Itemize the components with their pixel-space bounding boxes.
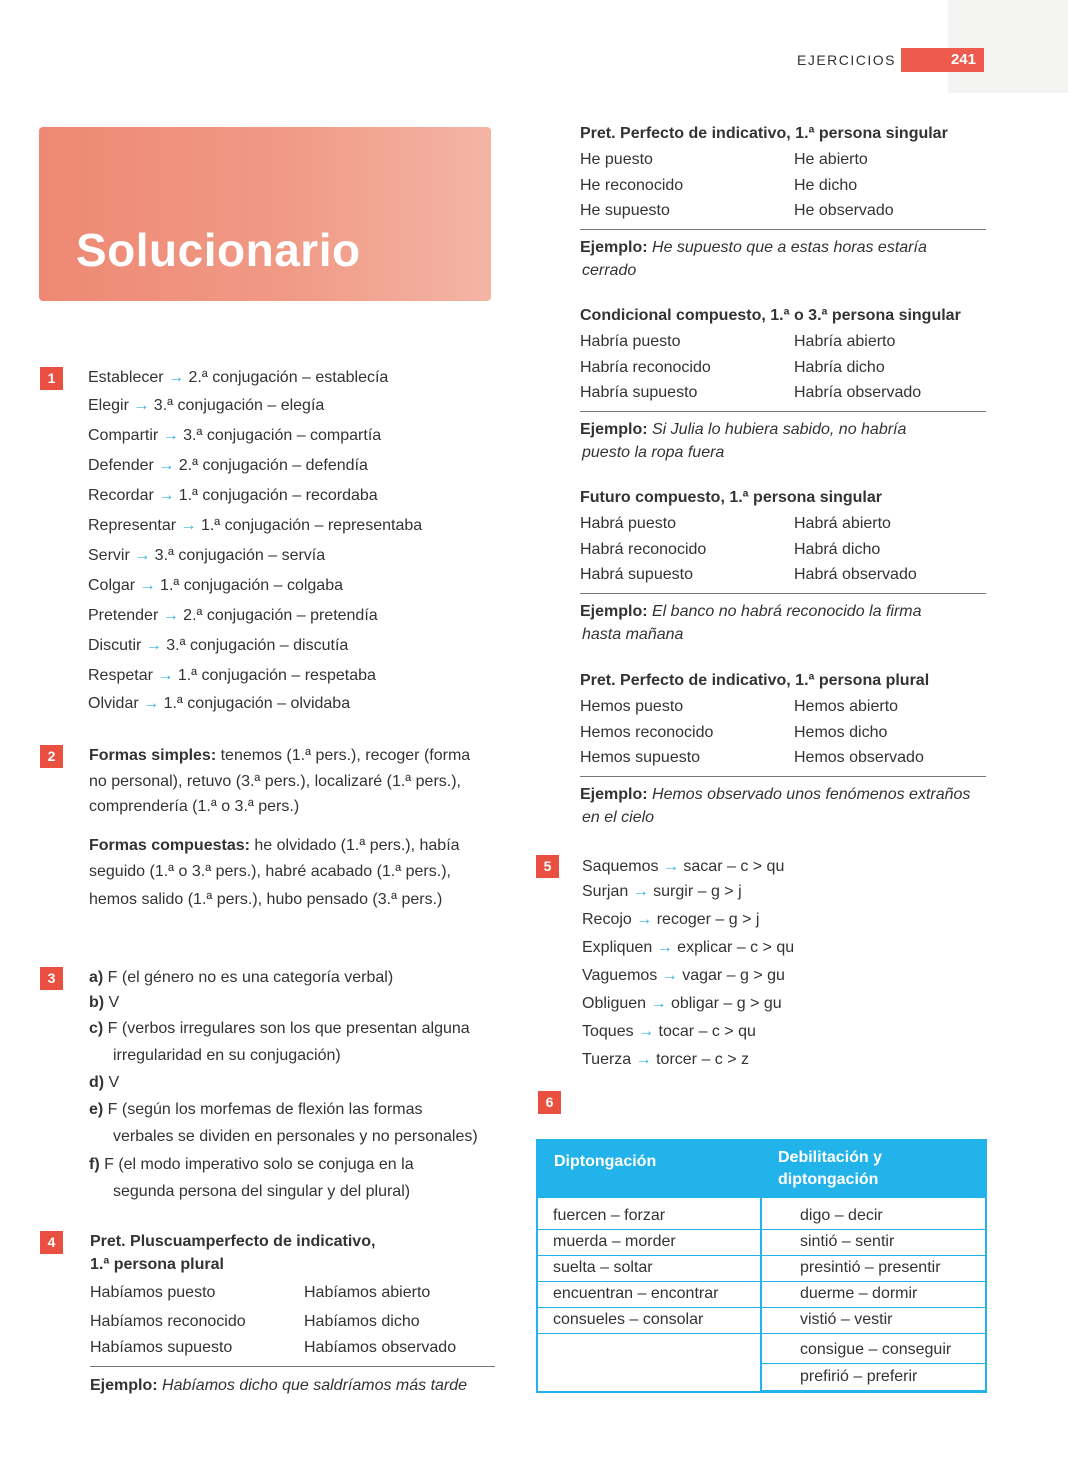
example-label: Ejemplo:	[580, 786, 648, 803]
ex1-row	[88, 426, 381, 446]
ex5-row	[582, 1050, 749, 1070]
arrow-right-icon: →	[631, 911, 653, 928]
ex3-line	[89, 1155, 414, 1175]
ex6-debilitacion-cell: prefirió – preferir	[800, 1368, 918, 1385]
ex5-text: obligar – g > gu	[666, 995, 782, 1012]
arrow-right-icon: →	[658, 858, 679, 875]
arrow-right-icon: →	[138, 695, 160, 712]
ex1-row	[88, 576, 343, 596]
ex3-text: irregularidad en su conjugación)	[113, 1047, 341, 1064]
ex1-verb: Representar	[88, 517, 177, 534]
block-left-item: He supuesto	[580, 202, 670, 219]
block-divider	[580, 411, 986, 412]
block-left-item: Habría reconocido	[580, 358, 711, 376]
ex3-letter: f)	[89, 1156, 100, 1173]
block-left-item: Hemos reconocido	[580, 723, 714, 741]
block-divider	[580, 593, 986, 594]
example-label: Ejemplo:	[580, 603, 648, 620]
ex5-row	[582, 857, 784, 877]
example-label: Ejemplo:	[580, 239, 648, 256]
ex4-heading-1: Pret. Pluscuamperfecto de indicativo,	[90, 1233, 376, 1250]
ex1-verb: Respetar	[88, 667, 153, 684]
ex6-diptongacion-cell: fuercen – forzar	[553, 1207, 666, 1224]
exercise-5-badge: 5	[536, 855, 559, 878]
exercise-4-badge: 4	[40, 1231, 63, 1254]
example-text: He supuesto que a estas horas estaría	[647, 239, 927, 256]
arrow-right-icon: →	[158, 607, 179, 624]
ex1-verb: Discutir	[88, 637, 142, 654]
arrow-right-icon: →	[176, 517, 197, 534]
page-number: 241	[901, 48, 984, 72]
ex1-verb: Pretender	[88, 607, 159, 624]
ex6-debilitacion-cell: vistió – vestir	[800, 1311, 893, 1328]
ex2-simple-line-2: no personal), retuvo (3.ª pers.), localizaré (1.ª pers.),	[89, 773, 461, 790]
ex1-verb: Recordar	[88, 487, 154, 504]
arrow-right-icon: →	[633, 1023, 655, 1040]
ex5-verb: Saquemos	[582, 858, 659, 875]
arrow-right-icon: →	[153, 457, 175, 474]
example-label: Ejemplo:	[580, 421, 648, 438]
ex3-text: F (según los morfemas de flexión las formas	[103, 1101, 423, 1118]
ex4-right-3: Habíamos observado	[304, 1339, 457, 1356]
ex2-compound-line-2: seguido (1.ª o 3.ª pers.), habré acabado (1.ª pers.),	[89, 863, 451, 880]
ex5-text: surgir – g > j	[648, 883, 742, 900]
ex3-line	[113, 1127, 478, 1147]
ex1-text: 1.ª conjugación – olvidaba	[159, 695, 351, 712]
ex1-verb: Compartir	[88, 427, 159, 444]
ex5-verb: Toques	[582, 1023, 634, 1040]
block-left-item: Hemos supuesto	[580, 749, 701, 766]
ex2-compound-label: Formas compuestas:	[89, 837, 250, 854]
ex6-diptongacion-cell: suelta – soltar	[553, 1259, 653, 1276]
ex5-verb: Tuerza	[582, 1051, 632, 1068]
block-example-cont: cerrado	[582, 262, 637, 279]
ex5-verb: Surjan	[582, 883, 629, 900]
arrow-right-icon: →	[152, 667, 174, 684]
block-example-cont: hasta mañana	[582, 626, 684, 643]
ex1-row	[88, 516, 422, 536]
ex2-simple-label: Formas simples:	[89, 747, 217, 764]
ex3-text: verbales se dividen en personales y no personales)	[113, 1128, 478, 1145]
ex5-text: tocar – c > qu	[654, 1023, 756, 1040]
ex5-row	[582, 966, 785, 986]
page-title: Solucionario	[76, 224, 361, 276]
ex3-letter: e)	[89, 1101, 104, 1118]
block-left-item: Habría supuesto	[580, 384, 698, 401]
block-heading: Condicional compuesto, 1.ª o 3.ª persona singular	[580, 307, 961, 324]
ex2-compound-line-1: Formas compuestas: he olvidado (1.ª pers.), había	[89, 837, 460, 854]
ex2-simple-line-3: comprendería (1.ª o 3.ª pers.)	[89, 798, 300, 815]
ex3-text: V	[104, 994, 120, 1011]
ex5-text: sacar – c > qu	[678, 858, 785, 875]
exercise-1-badge: 1	[40, 367, 63, 390]
block-heading: Pret. Perfecto de indicativo, 1.ª persona singular	[580, 125, 948, 142]
ex1-row	[88, 636, 348, 656]
block-left-item: He puesto	[580, 151, 653, 168]
ex5-verb: Vaguemos	[582, 967, 658, 984]
ex5-verb: Expliquen	[582, 939, 653, 956]
ex6-debilitacion-cell: duerme – dormir	[800, 1285, 918, 1302]
ex3-text: F (verbos irregulares son los que presentan alguna	[103, 1020, 470, 1037]
exercise-3-badge: 3	[40, 967, 63, 990]
ex6-debilitacion-cell: presintió – presentir	[800, 1259, 941, 1276]
block-divider	[580, 776, 986, 777]
example-text: Si Julia lo hubiera sabido, no habría	[647, 421, 907, 438]
block-right-item: He dicho	[794, 176, 858, 194]
ex5-text: explicar – c > qu	[672, 939, 795, 956]
ex5-verb: Obliguen	[582, 995, 647, 1012]
ex4-left-3: Habíamos supuesto	[90, 1339, 233, 1356]
ex3-text: segunda persona del singular y del plural)	[113, 1183, 411, 1200]
arrow-right-icon: →	[128, 397, 150, 414]
ex5-row	[582, 882, 742, 902]
block-example	[580, 785, 970, 805]
ex3-text: F (el género no es una categoría verbal)	[103, 969, 394, 986]
ex1-verb: Colgar	[88, 577, 136, 594]
ex6-column-separator	[760, 1141, 762, 1391]
ex4-left-2: Habíamos reconocido	[90, 1313, 246, 1330]
ex6-row-line	[538, 1281, 985, 1282]
ex3-letter: a)	[89, 969, 104, 986]
ex1-row	[88, 456, 368, 476]
ex1-text: 2.ª conjugación – defendía	[174, 457, 368, 474]
arrow-right-icon: →	[646, 995, 667, 1012]
ex3-letter: b)	[89, 994, 105, 1011]
block-heading: Pret. Perfecto de indicativo, 1.ª persona plural	[580, 672, 930, 689]
block-right-item: Habría dicho	[794, 358, 885, 376]
block-left-item: Habrá puesto	[580, 515, 677, 532]
ex1-text: 3.ª conjugación – discutía	[161, 637, 349, 654]
ex1-row	[88, 694, 350, 714]
ex3-line	[89, 1073, 119, 1093]
ex1-verb: Olvidar	[88, 695, 139, 712]
block-right-item: Habrá dicho	[794, 540, 881, 558]
ex6-row-line	[760, 1390, 985, 1391]
example-text: El banco no habrá reconocido la firma	[647, 603, 922, 620]
ex1-row	[88, 606, 378, 626]
block-right-item: Hemos abierto	[794, 698, 899, 715]
ex3-line	[89, 1019, 470, 1039]
ex6-row-line	[538, 1229, 985, 1230]
ex1-row	[88, 396, 324, 416]
ex1-verb: Servir	[88, 547, 130, 564]
block-left-item: Habrá supuesto	[580, 566, 693, 583]
ex5-verb: Recojo	[582, 911, 632, 928]
ex6-debilitacion-cell: consigue – conseguir	[800, 1341, 952, 1358]
ex1-row	[88, 666, 376, 686]
ex1-row	[88, 546, 325, 566]
ex1-text: 1.ª conjugación – recordaba	[174, 487, 378, 504]
ex6-row-line	[538, 1197, 985, 1198]
arrow-right-icon: →	[163, 369, 185, 386]
ex5-row	[582, 938, 794, 958]
ex6-diptongacion-cell: encuentran – encontrar	[553, 1285, 719, 1302]
exercise-2-badge: 2	[40, 745, 63, 768]
ex6-debilitacion-cell: digo – decir	[800, 1207, 883, 1224]
ex1-text: 1.ª conjugación – colgaba	[155, 577, 343, 594]
exercise-6-badge: 6	[538, 1091, 561, 1114]
arrow-right-icon: →	[158, 427, 179, 444]
ex6-header-diptongacion: Diptongación	[538, 1141, 760, 1197]
example-text: Hemos observado unos fenómenos extraños	[647, 786, 971, 803]
ex4-example: Ejemplo: Habíamos dicho que saldríamos más tarde	[90, 1377, 468, 1394]
ex6-header-debilitacion: Debilitación y diptongación	[762, 1141, 987, 1197]
ex4-left-1: Habíamos puesto	[90, 1284, 216, 1301]
ex3-line	[89, 968, 393, 988]
ex6-diptongacion-cell: consueles – consolar	[553, 1311, 704, 1328]
block-right-item: Habría abierto	[794, 333, 896, 350]
arrow-right-icon: →	[135, 577, 156, 594]
block-right-item: Habrá observado	[794, 566, 917, 583]
ex1-verb: Establecer	[88, 369, 164, 386]
block-example	[580, 420, 906, 440]
block-left-item: Habría puesto	[580, 333, 681, 350]
arrow-right-icon: →	[141, 637, 162, 654]
ex1-row	[88, 486, 378, 506]
block-right-item: Hemos observado	[794, 749, 924, 766]
block-example	[580, 238, 927, 258]
ex3-text: V	[104, 1074, 120, 1091]
ex1-text: 3.ª conjugación – servía	[150, 547, 326, 564]
ex4-divider	[90, 1366, 495, 1367]
ex3-line	[89, 993, 119, 1013]
block-right-item: Habrá abierto	[794, 515, 891, 532]
ex6-row-line	[538, 1255, 985, 1256]
ex1-text: 3.ª conjugación – compartía	[178, 427, 382, 444]
ex2-simple-line-1: Formas simples: tenemos (1.ª pers.), recoger (forma	[89, 747, 471, 764]
ex3-line	[113, 1046, 341, 1066]
ex6-diptongacion-cell: muerda – morder	[553, 1233, 676, 1250]
ex3-line	[89, 1100, 422, 1120]
block-left-item: Habrá reconocido	[580, 540, 707, 558]
ex6-table	[536, 1139, 987, 1393]
title-banner	[39, 127, 491, 301]
block-left-item: Hemos puesto	[580, 698, 684, 715]
ex5-row	[582, 1022, 756, 1042]
ex4-heading-2: 1.ª persona plural	[90, 1256, 224, 1273]
block-example-cont: en el cielo	[582, 809, 655, 826]
ex3-text: F (el modo imperativo solo se conjuga en la	[99, 1156, 414, 1173]
ex5-text: recoger – g > j	[652, 911, 760, 928]
ex1-text: 2.ª conjugación – establecía	[184, 369, 389, 386]
ex1-verb: Defender	[88, 457, 154, 474]
ex1-text: 1.ª conjugación – respetaba	[173, 667, 376, 684]
block-example	[580, 602, 922, 622]
ex5-row	[582, 994, 782, 1014]
ex6-debilitacion-cell: sintió – sentir	[800, 1233, 895, 1250]
ex5-text: torcer – c > z	[651, 1051, 750, 1068]
ex6-row-line	[760, 1363, 985, 1364]
ex1-row	[88, 368, 388, 388]
block-left-item: He reconocido	[580, 176, 684, 194]
block-right-item: He abierto	[794, 151, 868, 168]
block-divider	[580, 229, 986, 230]
block-right-item: Hemos dicho	[794, 723, 888, 741]
ex2-compound-line-3: hemos salido (1.ª pers.), hubo pensado (3.ª pers.)	[89, 891, 443, 908]
arrow-right-icon: →	[153, 487, 175, 504]
ex6-row-line	[538, 1333, 985, 1334]
page-corner-shade	[948, 0, 1068, 93]
block-right-item: He observado	[794, 202, 894, 219]
ex3-line	[113, 1182, 410, 1202]
ex1-verb: Elegir	[88, 397, 129, 414]
ex4-right-1: Habíamos abierto	[304, 1284, 431, 1301]
section-label: EJERCICIOS	[797, 52, 897, 68]
arrow-right-icon: →	[628, 883, 649, 900]
block-example-cont: puesto la ropa fuera	[582, 444, 725, 461]
ex1-text: 2.ª conjugación – pretendía	[178, 607, 378, 624]
arrow-right-icon: →	[652, 939, 673, 956]
block-heading: Futuro compuesto, 1.ª persona singular	[580, 489, 882, 506]
ex5-text: vagar – g > gu	[677, 967, 785, 984]
block-right-item: Habría observado	[794, 384, 922, 401]
ex1-text: 1.ª conjugación – representaba	[196, 517, 423, 534]
arrow-right-icon: →	[129, 547, 151, 564]
arrow-right-icon: →	[657, 967, 678, 984]
ex3-letter: d)	[89, 1074, 105, 1091]
arrow-right-icon: →	[631, 1051, 652, 1068]
ex4-right-2: Habíamos dicho	[304, 1313, 420, 1330]
ex1-text: 3.ª conjugación – elegía	[149, 397, 325, 414]
ex6-row-line	[538, 1307, 985, 1308]
ex5-row	[582, 910, 759, 930]
ex3-letter: c)	[89, 1020, 104, 1037]
